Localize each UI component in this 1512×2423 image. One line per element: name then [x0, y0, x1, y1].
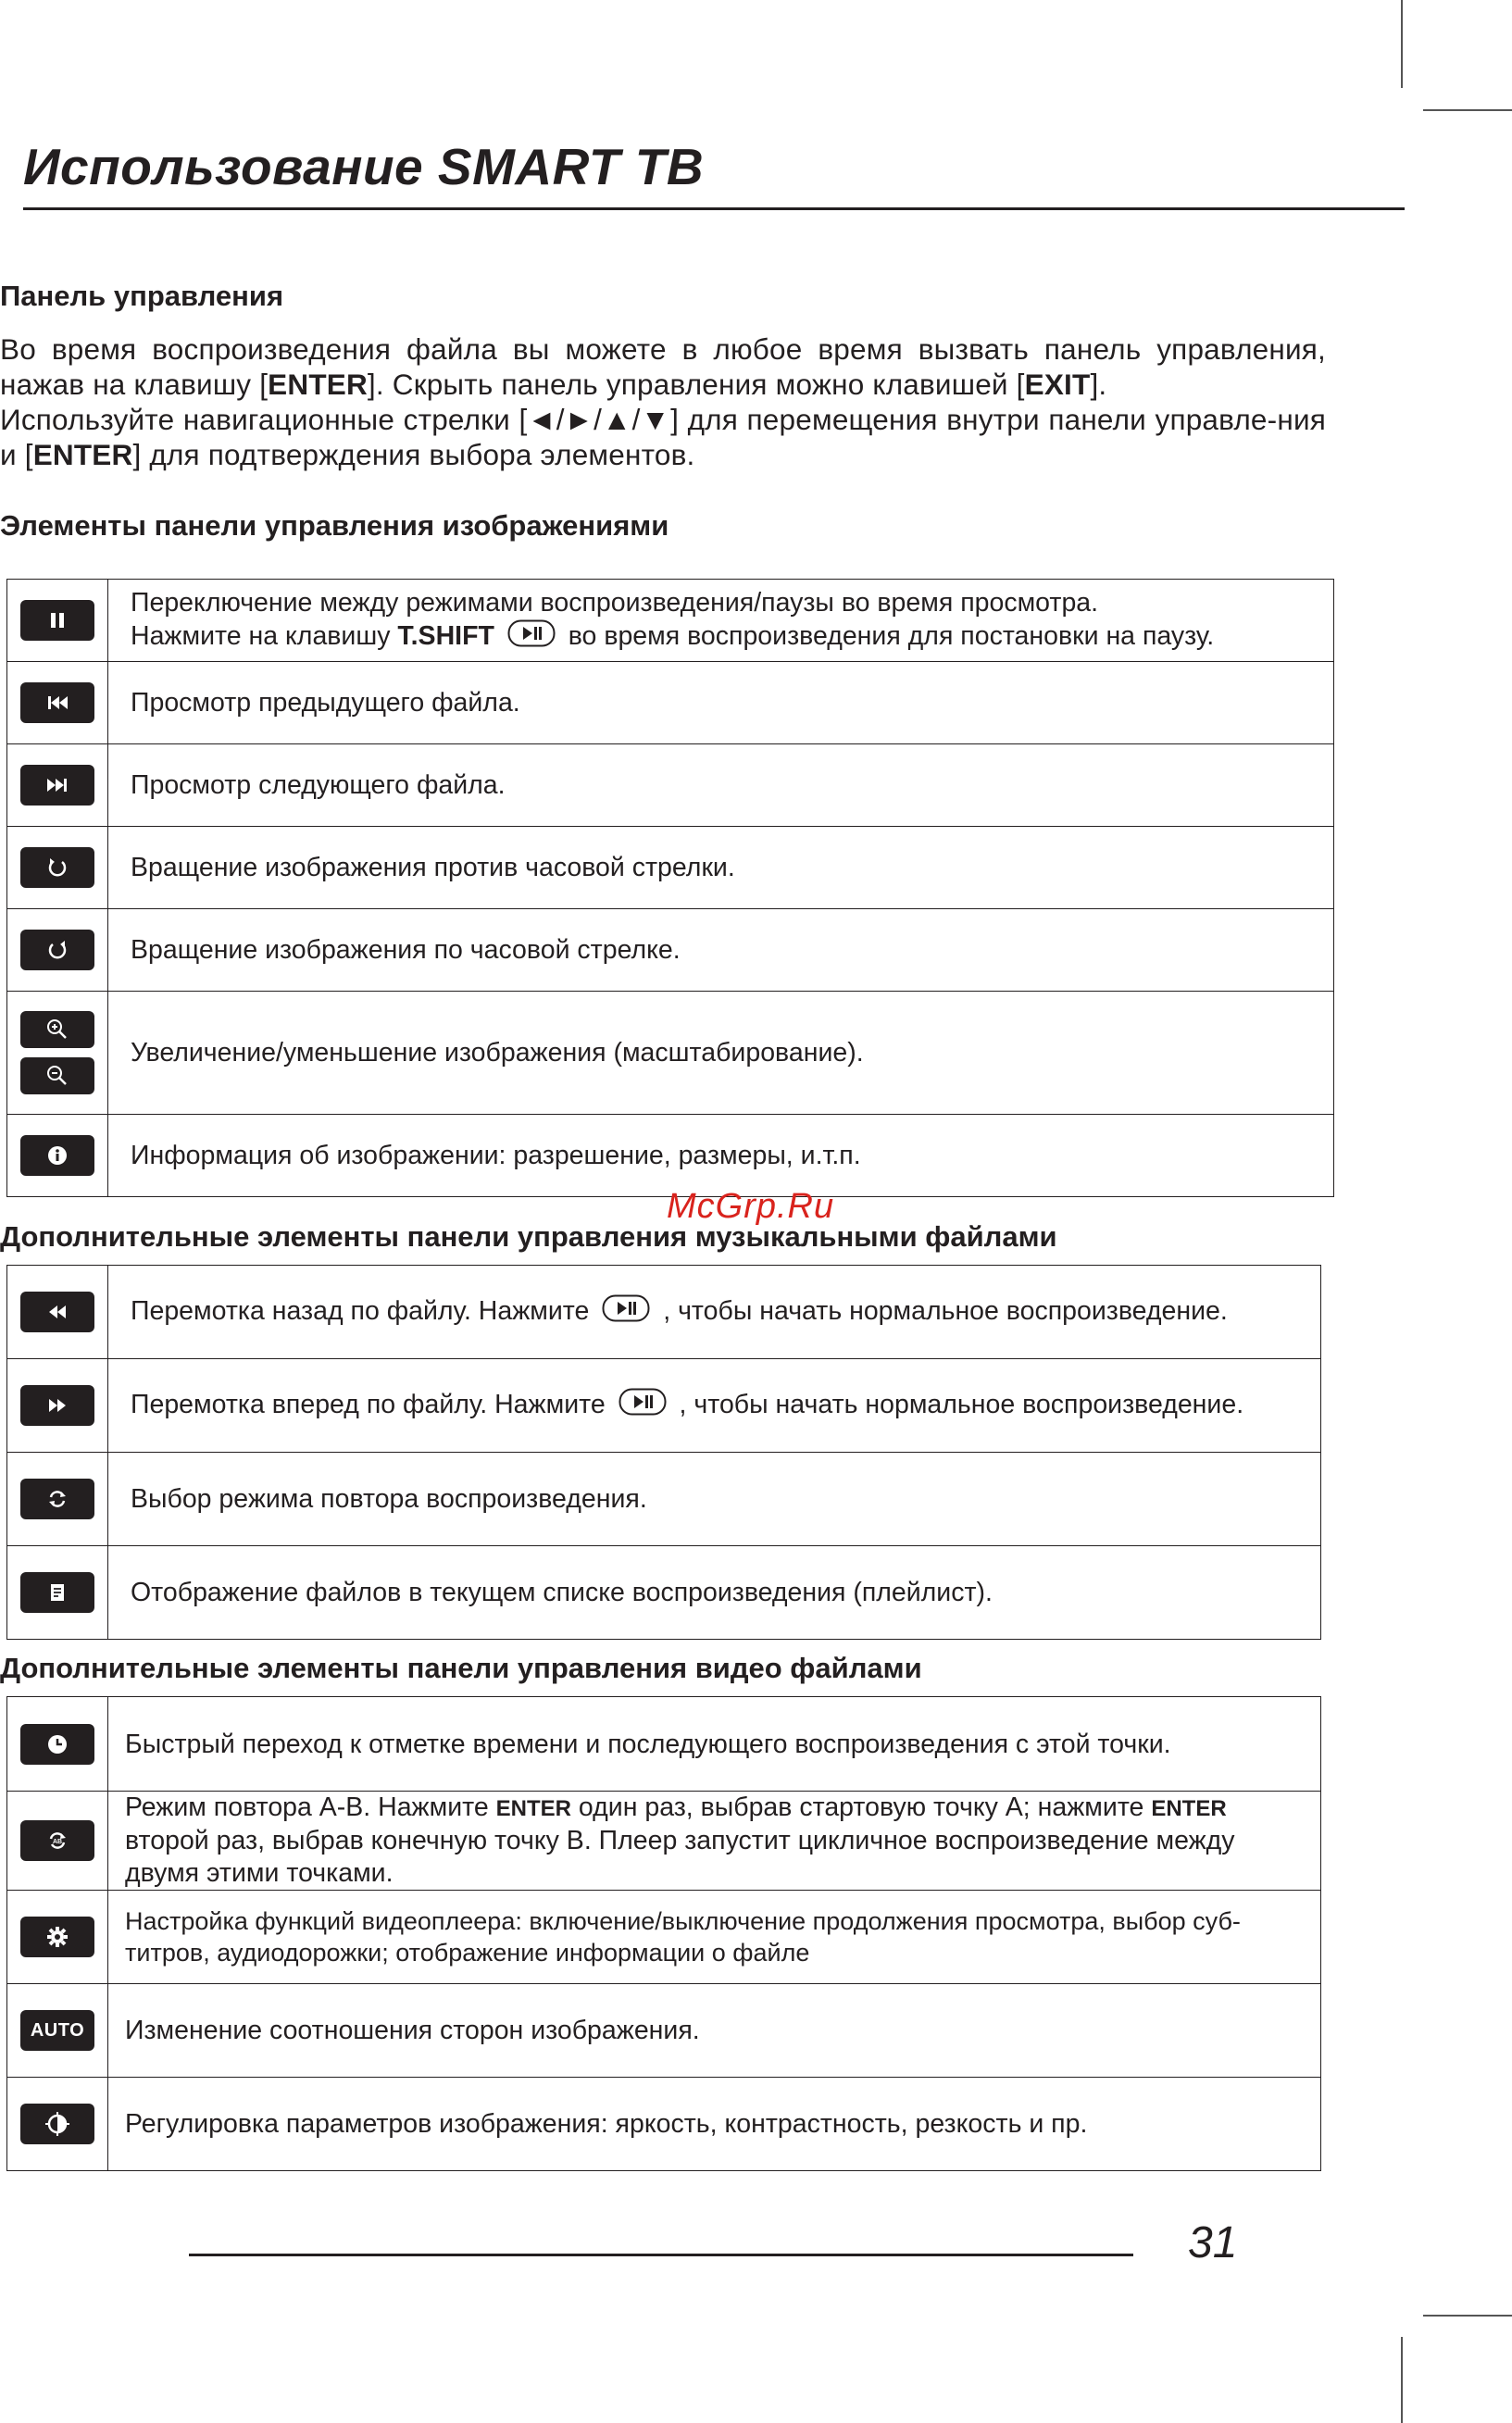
- key-exit: EXIT: [1024, 368, 1091, 401]
- row-text: Перемотка вперед по файлу. Нажмите: [131, 1389, 613, 1419]
- key-enter: ENTER: [495, 1796, 571, 1821]
- table-row: [7, 1792, 1321, 1891]
- play-pause-key-icon: [507, 619, 556, 656]
- intro-text: Во время воспроизведения файла вы можете в любое время вызвать панель управления, нажав на клавишу [: [0, 332, 1326, 401]
- image-controls-table: [6, 579, 1334, 1197]
- key-enter: ENTER: [268, 368, 368, 401]
- zoom-in-icon: [20, 1011, 94, 1048]
- row-description: Просмотр следующего файла.: [108, 744, 1334, 827]
- title-rule: [23, 207, 1405, 210]
- auto-aspect-icon: [20, 2010, 94, 2051]
- playlist-icon: [20, 1572, 94, 1613]
- row-text: , чтобы начать нормальное воспроизведение.: [656, 1295, 1228, 1326]
- row-text: во время воспроизведения для постановки на паузу.: [560, 620, 1215, 651]
- row-description: Регулировка параметров изображения: яркость, контрастность, резкость и пр.: [108, 2078, 1321, 2171]
- table-row: [7, 1359, 1321, 1453]
- play-pause-key-icon: [619, 1388, 667, 1424]
- table-row: [7, 909, 1334, 992]
- pause-icon: [20, 600, 94, 641]
- row-text: Переключение между режимами воспроизведения/паузы во время просмотра.: [131, 587, 1099, 618]
- row-description: Вращение изображения против часовой стрелки.: [108, 827, 1334, 909]
- row-text: , чтобы начать нормальное воспроизведение.: [671, 1389, 1244, 1419]
- row-description: Настройка функций видеоплеера: включение/выключение продолжения просмотра, выбор суб-титров, аудиодорожки; отображение информации о файле: [108, 1891, 1321, 1984]
- row-description: Вращение изображения по часовой стрелке.: [108, 909, 1334, 992]
- video-section-heading: Дополнительные элементы панели управления видео файлами: [0, 1652, 922, 1684]
- row-description: Быстрый переход к отметке времени и последующего воспроизведения с этой точки.: [108, 1697, 1321, 1792]
- previous-file-icon: [20, 682, 94, 723]
- svg-text:AB: AB: [52, 1839, 63, 1845]
- repeat-icon: [20, 1479, 94, 1519]
- crop-mark-bottom-vertical: [1401, 2337, 1403, 2423]
- watermark: McGrp.Ru: [667, 1187, 835, 1226]
- intro-text: ] для подтверждения выбора элементов.: [132, 438, 695, 471]
- key-tshift: T.SHIFT: [397, 620, 494, 651]
- table-row: [7, 1697, 1321, 1792]
- fast-forward-icon: [20, 1385, 94, 1426]
- row-description: Выбор режима повтора воспроизведения.: [108, 1453, 1321, 1546]
- control-panel-heading: Панель управления: [0, 280, 284, 312]
- crop-mark-top-vertical: [1401, 0, 1403, 88]
- page-number: 31: [1188, 2218, 1238, 2267]
- row-description: Увеличение/уменьшение изображения (масштабирование).: [108, 992, 1334, 1115]
- row-description: [108, 1792, 1321, 1891]
- auto-label: AUTO: [30, 2019, 85, 2041]
- table-row: [7, 2078, 1321, 2171]
- picture-settings-icon: [20, 2104, 94, 2144]
- row-description: [108, 1266, 1321, 1359]
- intro-text: ].: [1090, 368, 1107, 401]
- table-row: [7, 1546, 1321, 1640]
- info-icon: [20, 1135, 94, 1176]
- intro-paragraph: [0, 331, 1326, 472]
- clock-icon: [20, 1724, 94, 1765]
- video-controls-table: [6, 1696, 1321, 2171]
- table-row: [7, 1453, 1321, 1546]
- rewind-icon: [20, 1292, 94, 1332]
- music-section-heading: Дополнительные элементы панели управления музыкальными файлами: [0, 1220, 1057, 1253]
- table-row: [7, 580, 1334, 662]
- table-row: [7, 1891, 1321, 1984]
- intro-text: ]. Скрыть панель управления можно клавишей [: [367, 368, 1025, 401]
- zoom-in-out-icon: [7, 1011, 107, 1094]
- row-description: [108, 580, 1334, 662]
- row-description: [108, 1359, 1321, 1453]
- rotate-clockwise-icon: [20, 930, 94, 970]
- table-row: [7, 744, 1334, 827]
- next-file-icon: [20, 765, 94, 806]
- row-description: Изменение соотношения сторон изображения.: [108, 1984, 1321, 2078]
- row-text: Перемотка назад по файлу. Нажмите: [131, 1295, 597, 1326]
- play-pause-key-icon: [602, 1294, 650, 1330]
- key-enter: ENTER: [1151, 1796, 1227, 1821]
- row-text: один раз, выбрав стартовую точку А; нажмите: [571, 1792, 1152, 1822]
- footer-rule: [189, 2254, 1133, 2256]
- table-row: [7, 992, 1334, 1115]
- table-row: [7, 1115, 1334, 1197]
- row-description: Просмотр предыдущего файла.: [108, 662, 1334, 744]
- page-title: Использование SMART ТВ: [23, 138, 705, 195]
- row-text: Режим повтора А-В. Нажмите: [125, 1792, 496, 1822]
- crop-mark-top-horizontal: [1423, 109, 1512, 111]
- key-enter: ENTER: [32, 438, 133, 471]
- music-controls-table: [6, 1265, 1321, 1640]
- rotate-counterclockwise-icon: [20, 847, 94, 888]
- row-description: Информация об изображении: разрешение, размеры, и.т.п.: [108, 1115, 1334, 1197]
- table-row: [7, 827, 1334, 909]
- row-text: второй раз, выбрав конечную точку В. Плеер запустит цикличное воспроизведение между двумя этими точками.: [125, 1826, 1235, 1888]
- row-text: Нажмите на клавишу: [131, 620, 398, 651]
- settings-gear-icon: [20, 1917, 94, 1957]
- table-row: [7, 1984, 1321, 2078]
- ab-repeat-icon: [20, 1820, 94, 1861]
- zoom-out-icon: [20, 1057, 94, 1094]
- table-row: [7, 662, 1334, 744]
- crop-mark-bottom-horizontal: [1423, 2315, 1512, 2317]
- image-section-heading: Элементы панели управления изображениями: [0, 509, 669, 542]
- table-row: [7, 1266, 1321, 1359]
- intro-text: Используйте навигационные стрелки [◄/►/▲/▼] для перемещения внутри панели управле-ния и [: [0, 403, 1326, 471]
- row-description: Отображение файлов в текущем списке воспроизведения (плейлист).: [108, 1546, 1321, 1640]
